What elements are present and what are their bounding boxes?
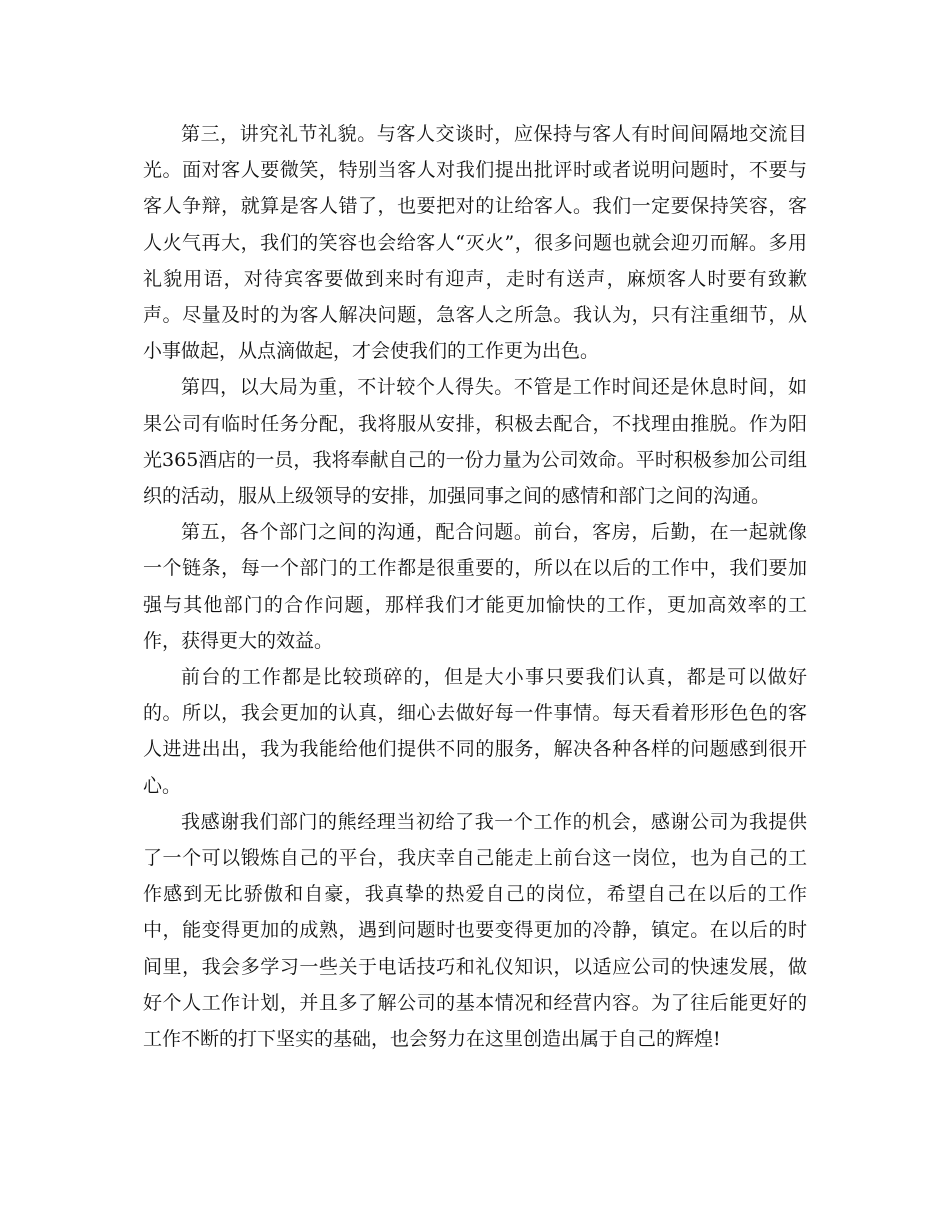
paragraph-gratitude: 我感谢我们部门的熊经理当初给了我一个工作的机会，感谢公司为我提供了一个可以锻炼自己的平台，我庆幸自己能走上前台这一岗位，也为自己的工作感到无比骄傲和自豪，我真挚的热爱自己的岗位，希望自己在以后的工作中，能变得更加的成熟，遇到问题时也要变得更加的冷静，镇定。在以后的时间里，我会多学习一些关于电话技巧和礼仪知识，以适应公司的快速发展，做好个人工作计划，并且多了解公司的基本情况和经营内容。为了往后能更好的工作不断的打下坚实的基础，也会努力在这里创造出属于自己的辉煌!: [143, 810, 807, 1051]
paragraph-etiquette: 第三，讲究礼节礼貌。与客人交谈时，应保持与客人有时间间隔地交流目光。面对客人要微笑，特别当客人对我们提出批评时或者说明问题时，不要与客人争辩，就算是客人错了，也要把对的让给客人。我们一定要保持笑容，客人火气再大，我们的笑容也会给客人“灭火”，很多问题也就会迎刃而解。多用礼貌用语，对待宾客要做到来时有迎声，走时有送声，麻烦客人时要有致歉声。尽量及时的为客人解决问题，急客人之所急。我认为，只有注重细节，从小事做起，从点滴做起，才会使我们的工作更为出色。: [143, 123, 807, 363]
paragraph-department-communication: 第五，各个部门之间的沟通，配合问题。前台，客房，后勤，在一起就像一个链条，每一个部门的工作都是很重要的，所以在以后的工作中，我们要加强与其他部门的合作问题，那样我们才能更加愉快的工作，更加高效率的工作，获得更大的效益。: [143, 521, 807, 652]
document-body: [143, 116, 807, 1057]
paragraph-overall-interest: 第四，以大局为重，不计较个人得失。不管是工作时间还是休息时间，如果公司有临时任务分配，我将服从安排，积极去配合，不找理由推脱。作为阳光365酒店的一员，我将奉献自己的一份力量为公司效命。平时积极参加公司组织的活动，服从上级领导的安排，加强同事之间的感情和部门之间的沟通。: [143, 376, 807, 508]
paragraph-front-desk-work: 前台的工作都是比较琐碎的，但是大小事只要我们认真，都是可以做好的。所以，我会更加的认真，细心去做好每一件事情。每天看着形形色色的客人进进出出，我为我能给他们提供不同的服务，解决各种各样的问题感到很开心。: [143, 666, 807, 797]
